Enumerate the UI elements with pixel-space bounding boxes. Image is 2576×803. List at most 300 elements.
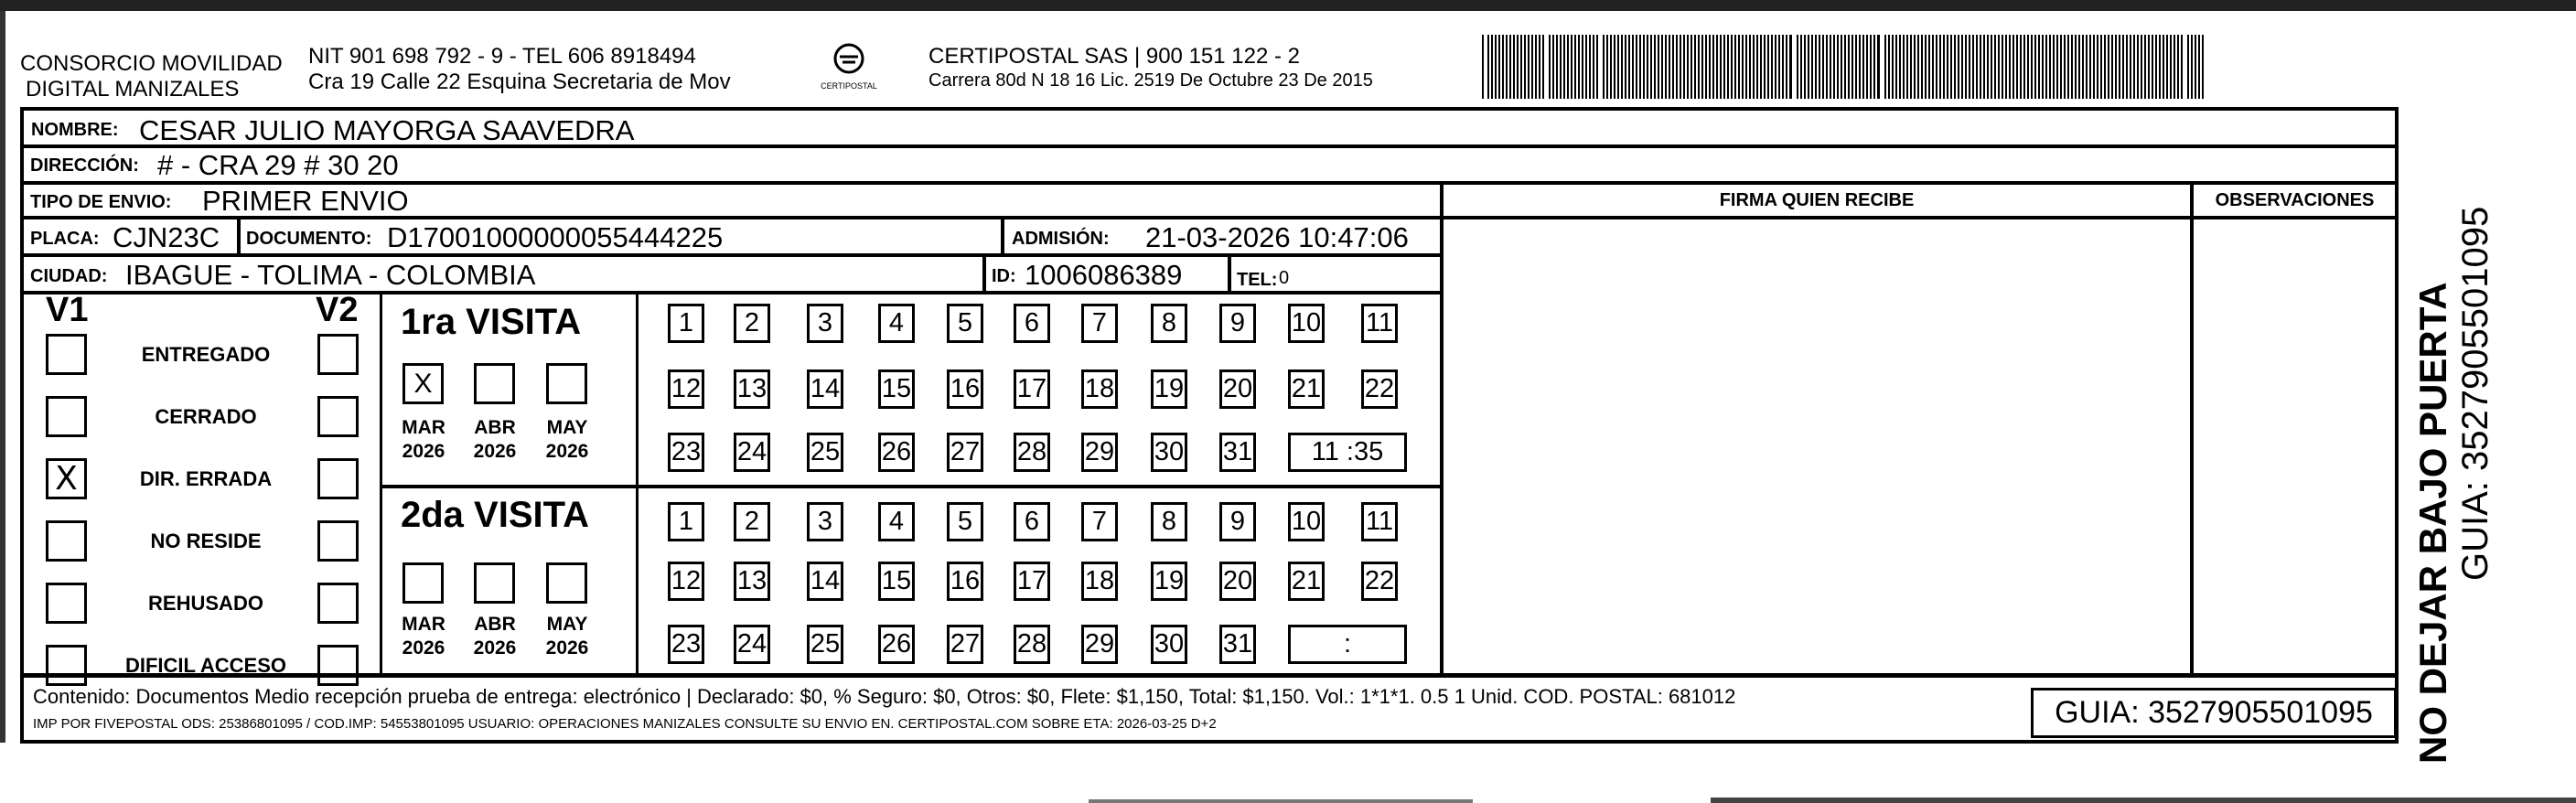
day-checkbox[interactable]: 4 (878, 502, 915, 541)
barcode-bar (1954, 35, 1956, 99)
day-checkbox[interactable]: 17 (1014, 562, 1050, 601)
barcode-bar (1855, 35, 1857, 99)
barcode-bar (1903, 35, 1905, 99)
barcode-bar (2166, 35, 2168, 99)
month-checkbox[interactable] (474, 562, 515, 604)
barcode-bar (1571, 35, 1572, 99)
company-contact: NIT 901 698 792 - 9 - TEL 606 8918494 Cra 19 Calle 22 Esquina Secretaria de Mov (308, 44, 731, 94)
barcode-bar (1520, 35, 1522, 99)
barcode-bar (1716, 35, 1718, 99)
logo-emblem-icon (831, 40, 867, 77)
barcode-bar (1734, 35, 1736, 99)
day-checkbox[interactable]: 13 (734, 369, 770, 409)
barcode-bar (1862, 35, 1864, 99)
day-checkbox[interactable]: 11 (1361, 502, 1398, 541)
barcode-bar (2060, 35, 2062, 99)
day-checkbox[interactable]: 6 (1014, 502, 1050, 541)
divider-months (636, 292, 639, 676)
barcode-bar (1647, 35, 1648, 99)
barcode-bar (1698, 35, 1700, 99)
barcode-bar (1833, 35, 1835, 99)
day-checkbox[interactable]: 25 (807, 625, 843, 664)
row-direccion (20, 145, 2399, 184)
day-checkbox[interactable]: 21 (1288, 562, 1325, 601)
barcode-bar (2086, 35, 2088, 99)
day-checkbox[interactable]: 23 (668, 433, 704, 472)
barcode-bar (1672, 35, 1674, 99)
month-name: MAY (546, 614, 588, 635)
month-label (387, 416, 460, 464)
barcode-bar (2005, 35, 2007, 99)
barcode-bar (1701, 35, 1703, 99)
time-field[interactable]: : (1288, 625, 1407, 664)
status-label: DIR. ERRADA (139, 467, 273, 490)
barcode-bar (1994, 35, 1996, 99)
v2-checkbox[interactable] (317, 334, 359, 375)
barcode-bar (2031, 35, 2033, 99)
guia-box-text: GUIA: 3527905501095 (2055, 695, 2373, 730)
barcode-bar (2071, 35, 2073, 99)
day-checkbox[interactable]: 29 (1081, 625, 1118, 664)
barcode-bar (2198, 35, 2200, 99)
barcode-bar (2067, 35, 2069, 99)
nombre-label: NOMBRE: (31, 120, 119, 140)
status-label: CERRADO (155, 405, 257, 428)
barcode-bar (1804, 35, 1806, 99)
barcode-bar (2187, 35, 2189, 99)
day-checkbox[interactable]: 9 (1219, 304, 1256, 343)
barcode-bar (1888, 35, 1890, 99)
day-checkbox[interactable]: 20 (1219, 562, 1256, 601)
barcode-bar (2082, 35, 2084, 99)
barcode-bar (1775, 35, 1776, 99)
barcode-bar (2152, 35, 2153, 99)
barcode-bar (1910, 35, 1912, 99)
barcode-bar (1552, 35, 1554, 99)
tel-cell: TEL: 0 (1229, 254, 1443, 294)
barcode-bar (1859, 35, 1861, 99)
barcode-bar (2027, 35, 2029, 99)
placa-cell: PLACA: CJN23C (20, 217, 240, 256)
barcode-bar (1873, 35, 1875, 99)
barcode-bar (2170, 35, 2172, 99)
day-checkbox[interactable]: 5 (947, 502, 983, 541)
v1-checkbox[interactable] (46, 396, 87, 437)
status-label: ENTREGADO (141, 343, 271, 366)
barcode-bar (1625, 35, 1626, 99)
barcode-bar (2053, 35, 2055, 99)
barcode-bar (1498, 35, 1500, 99)
day-checkbox[interactable]: 2 (734, 304, 770, 343)
barcode-bar (1852, 35, 1853, 99)
day-checkbox[interactable]: 29 (1081, 433, 1118, 472)
barcode-bar (1800, 35, 1802, 99)
day-checkbox[interactable]: 8 (1151, 502, 1187, 541)
v1-label: V1 (46, 291, 89, 329)
month-checkbox[interactable] (474, 363, 515, 404)
barcode-bar (1983, 35, 1985, 99)
barcode-bar (1683, 35, 1685, 99)
barcode-bar (1531, 35, 1533, 99)
month-checkbox[interactable] (546, 562, 587, 604)
day-checkbox[interactable]: 18 (1081, 369, 1118, 409)
barcode-bar (1965, 35, 1967, 99)
day-checkbox[interactable]: 10 (1288, 502, 1325, 541)
day-checkbox[interactable]: 12 (668, 562, 704, 601)
month-name: ABR (474, 417, 516, 438)
day-checkbox[interactable]: 5 (947, 304, 983, 343)
barcode-bar (2075, 35, 2077, 99)
barcode-bar (1585, 35, 1587, 99)
day-checkbox[interactable]: 3 (807, 304, 843, 343)
v2-checkbox[interactable] (317, 520, 359, 562)
day-checkbox[interactable]: 30 (1151, 625, 1187, 664)
day-checkbox[interactable]: 15 (878, 562, 915, 601)
barcode-bar (1690, 35, 1692, 99)
barcode-bar (1844, 35, 1846, 99)
barcode-bar (1614, 35, 1615, 99)
day-checkbox[interactable]: 30 (1151, 433, 1187, 472)
barcode-bar (1639, 35, 1641, 99)
barcode-bar (2020, 35, 2022, 99)
scan-mark (1089, 799, 1473, 803)
day-checkbox[interactable]: 27 (947, 433, 983, 472)
observaciones-header: OBSERVACIONES (2191, 182, 2399, 219)
barcode-bar (1560, 35, 1562, 99)
day-checkbox[interactable]: 24 (734, 433, 770, 472)
barcode-bar (2016, 35, 2018, 99)
day-checkbox[interactable]: 16 (947, 562, 983, 601)
day-checkbox[interactable]: 22 (1361, 369, 1398, 409)
v2-checkbox[interactable] (317, 458, 359, 499)
barcode-bar (1610, 35, 1612, 99)
barcode-bar (2115, 35, 2117, 99)
barcode-bar (2122, 35, 2124, 99)
barcode-bar (1797, 35, 1798, 99)
barcode-bar (2093, 35, 2095, 99)
barcode-bar (1914, 35, 1916, 99)
barcode-bar (2155, 35, 2157, 99)
month-checkbox[interactable] (402, 562, 444, 604)
guia-box (2031, 688, 2397, 738)
barcode-bar (1528, 35, 1530, 99)
barcode-bar (1848, 35, 1850, 99)
barcode-bar (2104, 35, 2106, 99)
nombre-value: CESAR JULIO MAYORGA SAAVEDRA (139, 114, 635, 146)
barcode-bar (2202, 35, 2204, 99)
month-checkbox[interactable] (546, 363, 587, 404)
v2-label: V2 (316, 291, 359, 329)
barcode-bar (1621, 35, 1623, 99)
barcode-bar (1972, 35, 1974, 99)
barcode-bar (1969, 35, 1970, 99)
day-checkbox[interactable]: 2 (734, 502, 770, 541)
scan-left-edge (0, 11, 5, 743)
barcode-bar (1892, 35, 1894, 99)
barcode-bar (1756, 35, 1758, 99)
v2-checkbox[interactable] (317, 583, 359, 624)
v1-checkbox[interactable] (46, 334, 87, 375)
barcode-bar (1669, 35, 1670, 99)
barcode-bar (1782, 35, 1784, 99)
footer-contenido: Contenido: Documentos Medio recepción prueba de entrega: electrónico | Declarado: $0, % Seguro: $0, Otros: $0, Flete: $1,150, Total: $1,150. Vol.: 1*1*1. 0.5 1 Unid. COD. POSTAL: 681012 (33, 685, 1736, 708)
barcode-bar (2163, 35, 2164, 99)
status-label: REHUSADO (148, 592, 263, 615)
barcode-bar (1925, 35, 1927, 99)
barcode-bar (1760, 35, 1762, 99)
documento-cell: DOCUMENTO: D17001000000055444225 (238, 217, 1004, 256)
barcode-bar (2119, 35, 2120, 99)
tipo-value: PRIMER ENVIO (202, 185, 409, 217)
barcode-bar (2130, 35, 2131, 99)
day-checkbox[interactable]: 1 (668, 304, 704, 343)
barcode-bar (2191, 35, 2193, 99)
barcode-bar (1632, 35, 1634, 99)
day-checkbox[interactable]: 6 (1014, 304, 1050, 343)
day-checkbox[interactable]: 19 (1151, 562, 1187, 601)
footer-imp: IMP POR FIVEPOSTAL ODS: 25386801095 / COD.IMP: 54553801095 USUARIO: OPERACIONES MANIZALES CONSULTE SU ENVIO EN. CERTIPOSTAL.COM SOBRE ETA: 2026-03-25 D+2 (33, 716, 1217, 732)
status-label: DIFICIL ACCESO (124, 654, 286, 677)
barcode-bar (1917, 35, 1919, 99)
barcode-bar (1582, 35, 1583, 99)
barcode-bar (2174, 35, 2175, 99)
barcode-bar (1932, 35, 1934, 99)
barcode-bar (1943, 35, 1945, 99)
day-checkbox[interactable]: 14 (807, 369, 843, 409)
month-label (458, 416, 531, 464)
side-guia: GUIA: 3527905501095 (2455, 206, 2496, 581)
barcode-bar (1877, 35, 1880, 99)
barcode-bar (1947, 35, 1948, 99)
day-checkbox[interactable]: 1 (668, 502, 704, 541)
day-checkbox[interactable]: 7 (1081, 502, 1118, 541)
month-year: 2026 (545, 441, 589, 462)
barcode-bar (1593, 35, 1594, 99)
visit1-title: 1ra VISITA (401, 302, 582, 342)
barcode-bar (2133, 35, 2135, 99)
firma-area (1441, 217, 2193, 676)
day-checkbox[interactable]: 27 (947, 625, 983, 664)
barcode-bar (1524, 35, 1526, 99)
barcode-bar (1742, 35, 1744, 99)
day-checkbox[interactable]: 28 (1014, 433, 1050, 472)
barcode-bar (1617, 35, 1619, 99)
barcode (1482, 35, 2214, 99)
v1-checkbox[interactable] (46, 583, 87, 624)
barcode-bar (1539, 35, 1540, 99)
barcode-bar (1705, 35, 1707, 99)
barcode-bar (1767, 35, 1769, 99)
barcode-bar (2045, 35, 2047, 99)
barcode-bar (1574, 35, 1576, 99)
barcode-bar (2111, 35, 2113, 99)
barcode-bar (1870, 35, 1872, 99)
carrier-logo: CERTIPOSTAL (812, 40, 886, 91)
day-checkbox[interactable]: 14 (807, 562, 843, 601)
barcode-bar (1676, 35, 1678, 99)
day-checkbox[interactable]: 19 (1151, 369, 1187, 409)
month-year: 2026 (545, 637, 589, 658)
day-checkbox[interactable]: 9 (1219, 502, 1256, 541)
documento-value: D17001000000055444225 (387, 221, 724, 253)
barcode-bar (1495, 35, 1497, 99)
v1-checkbox[interactable] (46, 520, 87, 562)
day-checkbox[interactable]: 3 (807, 502, 843, 541)
barcode-bar (1603, 35, 1605, 99)
barcode-bar (1928, 35, 1930, 99)
day-checkbox[interactable]: 13 (734, 562, 770, 601)
barcode-bar (2100, 35, 2102, 99)
barcode-bar (1654, 35, 1656, 99)
barcode-bar (2148, 35, 2150, 99)
barcode-bar (1822, 35, 1824, 99)
row-tipo (20, 182, 1443, 219)
month-year: 2026 (473, 637, 517, 658)
barcode-bar (1720, 35, 1722, 99)
divider-status (380, 292, 382, 676)
barcode-bar (1998, 35, 2000, 99)
barcode-bar (1549, 35, 1551, 99)
month-label (387, 613, 460, 660)
barcode-bar (1687, 35, 1689, 99)
month-name: MAR (402, 417, 445, 438)
v2-checkbox[interactable] (317, 396, 359, 437)
tel-value: 0 (1279, 268, 1290, 288)
barcode-bar (2034, 35, 2036, 99)
barcode-bar (1502, 35, 1504, 99)
day-checkbox[interactable]: 17 (1014, 369, 1050, 409)
day-checkbox[interactable]: 31 (1219, 433, 1256, 472)
barcode-bar (1808, 35, 1809, 99)
admision-value: 21-03-2026 10:47:06 (1145, 221, 1409, 253)
day-checkbox[interactable]: 18 (1081, 562, 1118, 601)
barcode-bar (2056, 35, 2058, 99)
barcode-bar (1906, 35, 1908, 99)
barcode-bar (1819, 35, 1820, 99)
day-checkbox[interactable]: 20 (1219, 369, 1256, 409)
carrier-info: CERTIPOSTAL SAS | 900 151 122 - 2 Carrera 80d N 18 16 Lic. 2519 De Octubre 23 De 2015 (928, 44, 1373, 91)
barcode-bar (1830, 35, 1831, 99)
day-checkbox[interactable]: 8 (1151, 304, 1187, 343)
ciudad-cell: CIUDAD: IBAGUE - TOLIMA - COLOMBIA (20, 254, 985, 294)
barcode-bar (1589, 35, 1591, 99)
month-name: MAY (546, 417, 588, 438)
barcode-bar (1567, 35, 1569, 99)
barcode-bar (2023, 35, 2025, 99)
v1-checkbox[interactable]: X (46, 458, 87, 499)
direccion-value: # - CRA 29 # 30 20 (157, 149, 399, 181)
day-checkbox[interactable]: 25 (807, 433, 843, 472)
barcode-bar (2177, 35, 2179, 99)
barcode-bar (1643, 35, 1645, 99)
barcode-bar (1487, 35, 1489, 99)
barcode-bar (1991, 35, 1992, 99)
day-checkbox[interactable]: 21 (1288, 369, 1325, 409)
barcode-bar (1661, 35, 1663, 99)
day-checkbox[interactable]: 4 (878, 304, 915, 343)
id-cell: ID: 1006086389 (983, 254, 1230, 294)
placa-value: CJN23C (113, 221, 220, 253)
day-checkbox[interactable]: 12 (668, 369, 704, 409)
no-dejar-bajo-puerta: NO DEJAR BAJO PUERTA (2411, 282, 2454, 764)
visit2-title: 2da VISITA (401, 495, 589, 535)
barcode-bar (1841, 35, 1842, 99)
day-checkbox[interactable]: 16 (947, 369, 983, 409)
direccion-label: DIRECCIÓN: (30, 155, 139, 176)
barcode-bar (2108, 35, 2109, 99)
day-checkbox[interactable]: 10 (1288, 304, 1325, 343)
barcode-bar (1694, 35, 1696, 99)
barcode-bar (1578, 35, 1580, 99)
month-year: 2026 (473, 441, 517, 462)
barcode-bar (1921, 35, 1923, 99)
day-checkbox[interactable]: 28 (1014, 625, 1050, 664)
barcode-bar (1961, 35, 1963, 99)
divider-visits (380, 485, 1443, 488)
day-checkbox[interactable]: 23 (668, 625, 704, 664)
barcode-bar (1745, 35, 1747, 99)
day-checkbox[interactable]: 24 (734, 625, 770, 664)
barcode-bar (2042, 35, 2044, 99)
barcode-bar (1712, 35, 1714, 99)
barcode-bar (1837, 35, 1839, 99)
barcode-bar (1939, 35, 1941, 99)
barcode-bar (1987, 35, 1989, 99)
barcode-bar (2144, 35, 2146, 99)
day-checkbox[interactable]: 22 (1361, 562, 1398, 601)
day-checkbox[interactable]: 11 (1361, 304, 1398, 343)
barcode-bar (2009, 35, 2011, 99)
barcode-bar (1789, 35, 1792, 99)
barcode-bar (1786, 35, 1787, 99)
time-field[interactable]: 11 :35 (1288, 433, 1407, 472)
day-checkbox[interactable]: 26 (878, 625, 915, 664)
barcode-bar (1826, 35, 1828, 99)
barcode-bar (2141, 35, 2142, 99)
day-checkbox[interactable]: 26 (878, 433, 915, 472)
month-name: ABR (474, 614, 516, 635)
tipo-label: TIPO DE ENVIO: (30, 192, 172, 212)
month-year: 2026 (402, 637, 445, 658)
barcode-bar (1936, 35, 1937, 99)
day-checkbox[interactable]: 15 (878, 369, 915, 409)
barcode-bar (2078, 35, 2080, 99)
barcode-bar (1899, 35, 1901, 99)
month-label (531, 416, 604, 464)
admision-cell: ADMISIÓN: 21-03-2026 10:47:06 (1002, 217, 1443, 256)
barcode-bar (1950, 35, 1952, 99)
month-label (531, 613, 604, 660)
barcode-bar (1513, 35, 1515, 99)
month-year: 2026 (402, 441, 445, 462)
month-label (458, 613, 531, 660)
barcode-bar (1749, 35, 1751, 99)
barcode-bar (1884, 35, 1886, 99)
barcode-bar (1723, 35, 1725, 99)
barcode-bar (2137, 35, 2139, 99)
month-checkbox[interactable]: X (402, 363, 444, 404)
barcode-bar (1811, 35, 1813, 99)
day-checkbox[interactable]: 7 (1081, 304, 1118, 343)
barcode-bar (1778, 35, 1780, 99)
barcode-bar (2049, 35, 2051, 99)
barcode-bar (1866, 35, 1868, 99)
barcode-bar (1764, 35, 1766, 99)
day-checkbox[interactable]: 31 (1219, 625, 1256, 664)
barcode-bar (2002, 35, 2003, 99)
barcode-bar (1658, 35, 1659, 99)
barcode-bar (2089, 35, 2091, 99)
